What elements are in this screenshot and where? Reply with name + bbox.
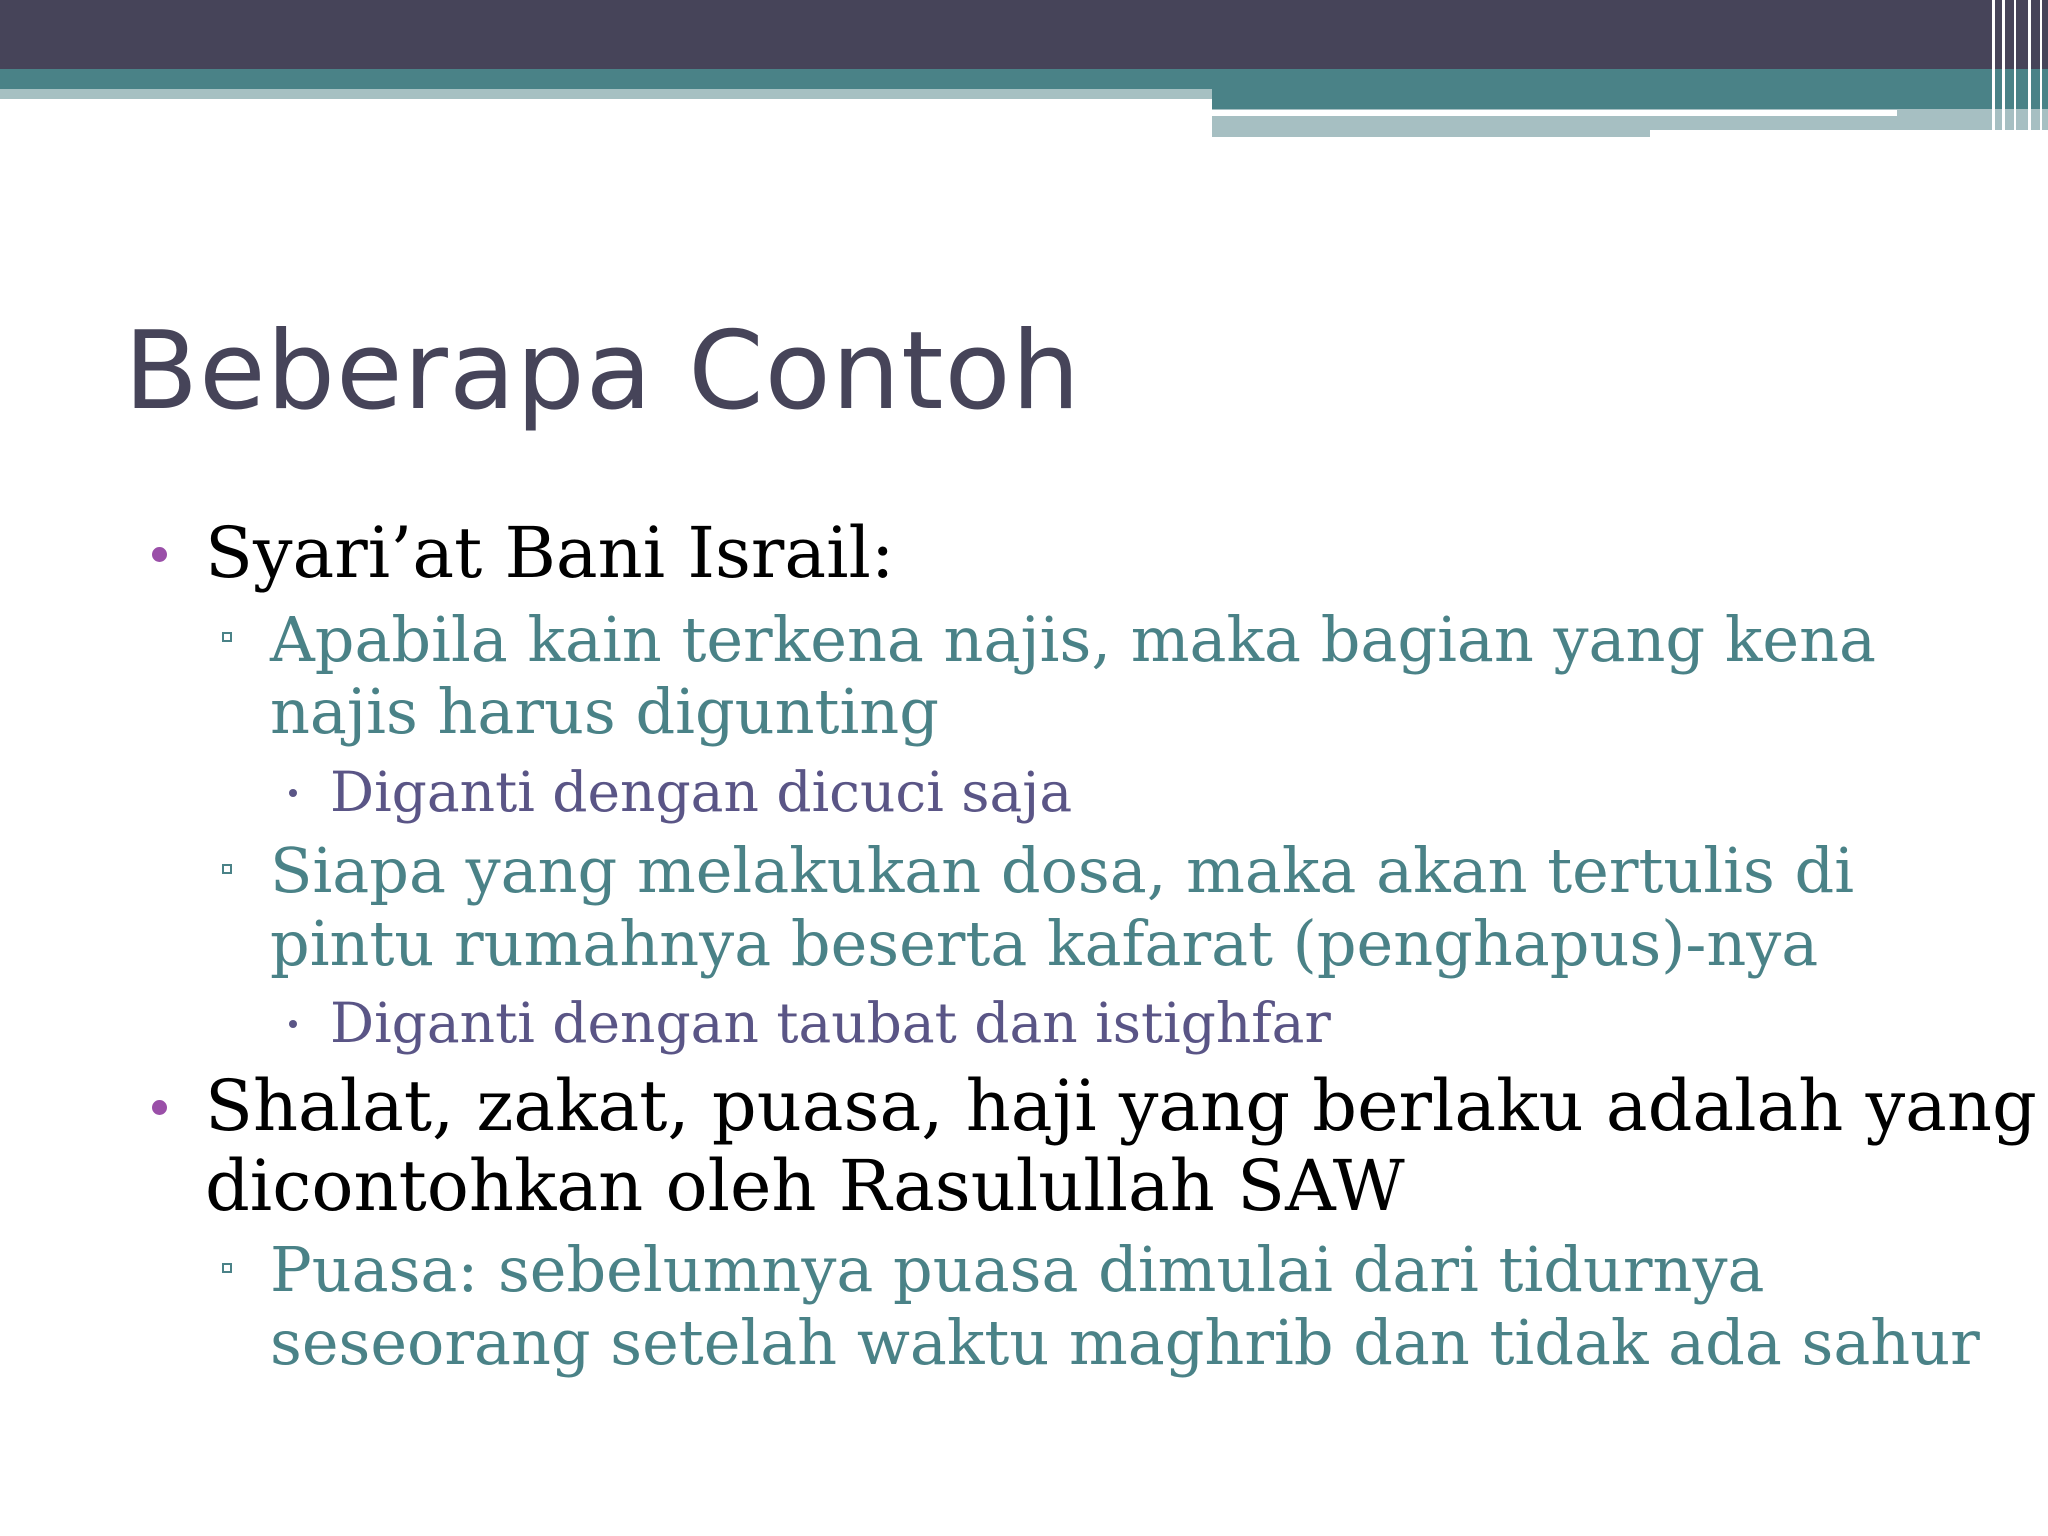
sub-bullet-2-line-1: Siapa yang melakukan dosa, maka akan tertulis di <box>270 834 1855 907</box>
bullet-2-line-1: Shalat, zakat, puasa, haji yang berlaku adalah yang <box>205 1065 2037 1147</box>
bullet-dot-icon <box>152 547 167 562</box>
small-bullet-icon <box>289 1020 297 1028</box>
square-bullet-icon <box>222 1263 232 1273</box>
sub-sub-bullet-1: Diganti dengan dicuci saja <box>330 760 1073 824</box>
sub-bullet-3-line-2: seseorang setelah waktu maghrib dan tidak ada sahur <box>270 1306 1980 1379</box>
square-bullet-icon <box>222 632 232 642</box>
sub-bullet-3-line-1: Puasa: sebelumnya puasa dimulai dari tidurnya <box>270 1233 1765 1306</box>
bullet-2-line-2: dicontohkan oleh Rasulullah SAW <box>205 1145 1405 1227</box>
slide-title: Beberapa Contoh <box>124 309 1081 434</box>
square-bullet-icon <box>222 864 232 874</box>
bullet-1-text: Syari’at Bani Israil: <box>205 512 895 594</box>
small-bullet-icon <box>289 789 297 797</box>
sub-bullet-1-line-2: najis harus digunting <box>270 675 939 748</box>
sub-sub-bullet-2: Diganti dengan taubat dan istighfar <box>330 991 1331 1055</box>
bullet-dot-icon <box>152 1100 167 1115</box>
sub-bullet-1-line-1: Apabila kain terkena najis, maka bagian yang kena <box>270 603 1876 676</box>
sub-bullet-2-line-2: pintu rumahnya beserta kafarat (penghapus)-nya <box>270 907 1819 980</box>
